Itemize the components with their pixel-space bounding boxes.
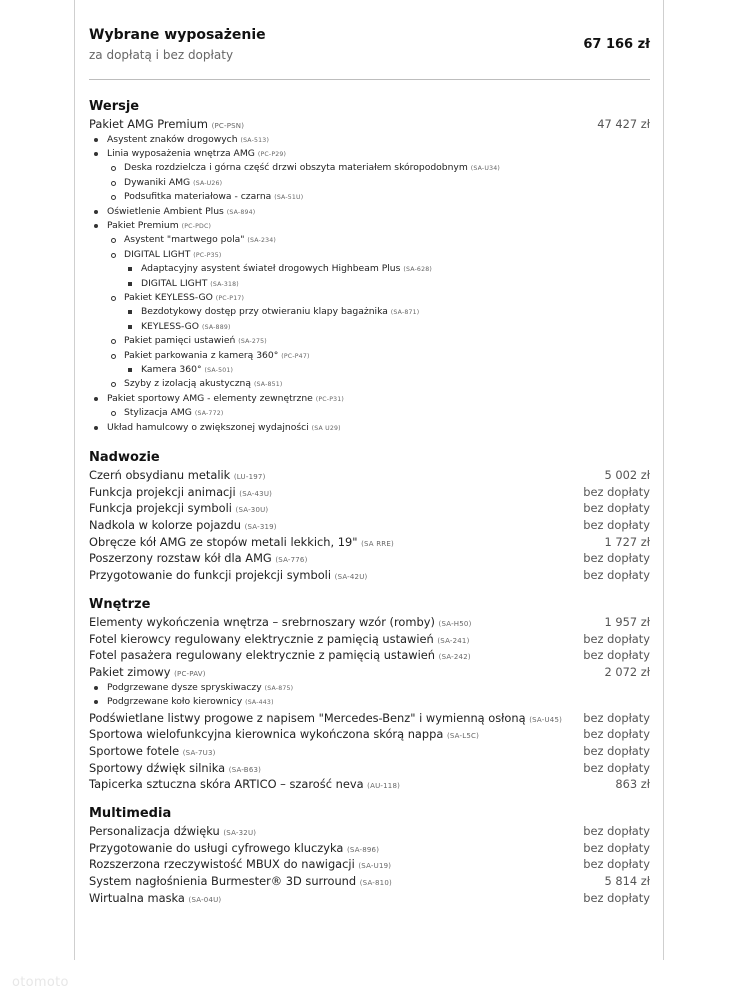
sub-item-name: Deska rozdzielcza i górna część drzwi obszyta materiałem skóropodobnym bbox=[124, 162, 468, 174]
circle-bullet-icon bbox=[111, 411, 116, 416]
header-divider bbox=[89, 79, 650, 80]
item-code: (SA-30U) bbox=[235, 506, 269, 515]
equipment-row bbox=[89, 743, 650, 760]
watermark-logo: otomoto bbox=[12, 975, 69, 990]
sub-item bbox=[89, 406, 650, 420]
sub-item-code: (PC-P35) bbox=[193, 251, 222, 259]
item-code: (AU-118) bbox=[367, 782, 401, 791]
item-name: Funkcja projekcji animacji bbox=[89, 484, 236, 499]
sub-item bbox=[89, 147, 650, 161]
sub-item bbox=[89, 248, 650, 262]
circle-bullet-icon bbox=[111, 296, 116, 301]
wnetrze-list-continued bbox=[89, 710, 650, 793]
circle-bullet-icon bbox=[111, 181, 116, 186]
sub-item-code: (SA-501) bbox=[204, 366, 234, 374]
sub-item-name: Podsufitka materiałowa - czarna bbox=[124, 191, 272, 203]
equipment-row bbox=[89, 614, 650, 631]
item-code: (SA-896) bbox=[346, 845, 380, 854]
sub-item-name: Pakiet parkowania z kamerą 360° bbox=[124, 349, 279, 361]
sub-item-name: Asystent znaków drogowych bbox=[107, 133, 238, 145]
item-name: Pakiet zimowy bbox=[89, 665, 171, 680]
footer-strip bbox=[0, 964, 738, 999]
sub-item-name: Asystent "martwego pola" bbox=[124, 234, 245, 246]
item-code: (SA-32U) bbox=[223, 829, 257, 837]
dot-bullet-icon bbox=[94, 210, 98, 214]
dot-bullet-icon bbox=[94, 224, 98, 228]
circle-bullet-icon bbox=[111, 195, 116, 200]
item-code: (SA-U19) bbox=[358, 862, 392, 871]
sub-item-code: (PC-P31) bbox=[315, 395, 345, 403]
section-title: Multimedia bbox=[89, 806, 172, 821]
sub-item-name: Szyby z izolacją akustyczną bbox=[124, 378, 252, 390]
equipment-row bbox=[89, 873, 650, 890]
equipment-row bbox=[89, 647, 650, 664]
equipment-row bbox=[89, 534, 650, 551]
sub-item-code: (PC-P17) bbox=[215, 294, 245, 302]
section-title: Wnętrze bbox=[89, 597, 151, 612]
item-code: (LU-197) bbox=[233, 473, 266, 481]
item-price: 5 002 zł bbox=[604, 468, 650, 482]
dot-bullet-icon bbox=[94, 686, 98, 690]
dot-bullet-icon bbox=[94, 152, 98, 156]
package-row bbox=[89, 116, 650, 133]
item-name: Wirtualna maska bbox=[89, 890, 185, 905]
circle-bullet-icon bbox=[111, 339, 116, 344]
sub-item-name: Adaptacyjny asystent świateł drogowych Highbeam Plus bbox=[141, 263, 401, 275]
equipment-row bbox=[89, 500, 650, 517]
sub-item-code: (PC-PDC) bbox=[181, 223, 212, 231]
item-code: (SA-43U) bbox=[239, 489, 273, 498]
sub-item-name: Podgrzewane koło kierownicy bbox=[107, 696, 243, 708]
item-price: bez dopłaty bbox=[583, 727, 650, 742]
equipment-row bbox=[89, 517, 650, 534]
dot-bullet-icon bbox=[94, 138, 98, 142]
sub-item-code: (SA-851) bbox=[253, 381, 283, 389]
multimedia-list bbox=[89, 823, 650, 906]
total-price: 67 166 zł bbox=[583, 37, 650, 52]
sub-item-code: (SA-875) bbox=[264, 684, 294, 692]
page-border-right bbox=[663, 0, 664, 960]
sub-item bbox=[89, 219, 650, 233]
sub-item bbox=[89, 277, 650, 291]
item-code: (SA-04U) bbox=[188, 895, 222, 904]
item-code: (SA-241) bbox=[437, 636, 470, 645]
sub-item-code: (SA-U26) bbox=[193, 179, 223, 187]
item-price: bez dopłaty bbox=[583, 518, 650, 533]
item-name: Fotel kierowcy regulowany elektrycznie z pamięcią ustawień bbox=[89, 631, 434, 646]
item-name: Podświetlane listwy progowe z napisem "Mercedes-Benz" i wymienną osłoną bbox=[89, 710, 526, 725]
item-price: 863 zł bbox=[615, 777, 650, 792]
sub-item-code: (PC-P29) bbox=[257, 151, 287, 159]
circle-bullet-icon bbox=[111, 253, 116, 258]
item-price: bez dopłaty bbox=[583, 484, 650, 499]
equipment-row bbox=[89, 631, 650, 648]
equipment-row bbox=[89, 890, 650, 907]
sub-item-code: (SA-772) bbox=[194, 410, 224, 418]
equipment-row bbox=[89, 776, 650, 793]
sub-item bbox=[89, 305, 650, 319]
item-price: bez dopłaty bbox=[583, 840, 650, 855]
item-code: (SA-L5C) bbox=[446, 732, 480, 741]
section-title: Wersje bbox=[89, 99, 140, 114]
section-multimedia bbox=[89, 805, 650, 906]
item-name: Sportowe fotele bbox=[89, 743, 180, 758]
sub-item-code: (PC-P47) bbox=[281, 352, 310, 360]
square-bullet-icon bbox=[128, 310, 132, 314]
circle-bullet-icon bbox=[111, 382, 116, 387]
item-price: 1 727 zł bbox=[604, 534, 650, 549]
square-bullet-icon bbox=[128, 325, 132, 329]
section-wersje bbox=[89, 98, 650, 435]
equipment-row bbox=[89, 550, 650, 567]
sub-item bbox=[89, 133, 650, 147]
sub-item bbox=[89, 262, 650, 276]
item-name: Tapicerka sztuczna skóra ARTICO – szarość neva bbox=[89, 777, 364, 792]
sub-item-code: (SA U29) bbox=[311, 424, 341, 432]
item-code: (SA-B63) bbox=[228, 765, 262, 774]
sub-item-name: Linia wyposażenia wnętrza AMG bbox=[107, 148, 255, 160]
sub-item bbox=[89, 377, 650, 391]
item-name: Funkcja projekcji symboli bbox=[89, 501, 232, 516]
item-price: bez dopłaty bbox=[583, 501, 650, 516]
sub-item-name: Kamera 360° bbox=[141, 363, 202, 375]
winter-package-contents bbox=[89, 681, 650, 710]
item-name: Poszerzony rozstaw kół dla AMG bbox=[89, 551, 272, 566]
item-price: bez dopłaty bbox=[583, 760, 650, 775]
sub-item-code: (SA-51U) bbox=[274, 194, 304, 202]
sub-item-code: (SA-318) bbox=[210, 280, 239, 288]
item-price: bez dopłaty bbox=[583, 551, 650, 566]
sub-item-name: DIGITAL LIGHT bbox=[141, 277, 208, 289]
sub-item bbox=[89, 233, 650, 247]
item-code: (SA-H50) bbox=[438, 620, 472, 628]
sub-item-code: (SA-628) bbox=[403, 266, 432, 274]
sub-item-name: Dywaniki AMG bbox=[124, 176, 191, 188]
equipment-row bbox=[89, 823, 650, 840]
sub-item bbox=[89, 695, 650, 709]
item-name: Przygotowanie do usługi cyfrowego kluczyka bbox=[89, 840, 344, 855]
item-price: 1 957 zł bbox=[604, 615, 650, 629]
page-subtitle: za dopłatą i bez dopłaty bbox=[89, 48, 234, 62]
page-title: Wybrane wyposażenie bbox=[89, 27, 266, 43]
square-bullet-icon bbox=[128, 267, 132, 271]
item-price: bez dopłaty bbox=[583, 648, 650, 663]
sub-item-name: Pakiet KEYLESS-GO bbox=[124, 291, 213, 303]
item-price: 2 072 zł bbox=[604, 665, 650, 680]
sub-item bbox=[89, 392, 650, 406]
section-nadwozie bbox=[89, 449, 650, 584]
sub-item bbox=[89, 161, 650, 175]
dot-bullet-icon bbox=[94, 397, 98, 401]
sub-item-name: Oświetlenie Ambient Plus bbox=[107, 205, 224, 217]
item-price: bez dopłaty bbox=[583, 631, 650, 646]
circle-bullet-icon bbox=[111, 354, 116, 359]
item-code: (SA RRE) bbox=[361, 539, 394, 548]
circle-bullet-icon bbox=[111, 166, 116, 171]
page-border-left bbox=[74, 0, 75, 960]
package-contents-list bbox=[89, 133, 650, 435]
sub-item-code: (SA-443) bbox=[245, 699, 274, 707]
item-code: (PC-PAV) bbox=[174, 670, 206, 679]
item-code: (SA-319) bbox=[244, 523, 277, 532]
sub-item-code: (SA-234) bbox=[247, 237, 277, 245]
sub-item-name: DIGITAL LIGHT bbox=[124, 248, 191, 260]
sub-item-name: KEYLESS-GO bbox=[141, 320, 200, 332]
item-name: Czerń obsydianu metalik bbox=[89, 468, 231, 482]
sub-item-name: Bezdotykowy dostęp przy otwieraniu klapy bagażnika bbox=[141, 306, 388, 318]
item-name: Przygotowanie do funkcji projekcji symboli bbox=[89, 568, 332, 583]
sub-item bbox=[89, 421, 650, 435]
equipment-row bbox=[89, 664, 650, 681]
sub-item bbox=[89, 320, 650, 334]
item-price: 5 814 zł bbox=[604, 874, 650, 889]
sub-item-name: Układ hamulcowy o zwiększonej wydajności bbox=[107, 421, 309, 433]
item-code: (PC-PSN) bbox=[211, 122, 245, 130]
sub-item bbox=[89, 334, 650, 348]
equipment-row bbox=[89, 840, 650, 857]
sub-item-name: Pakiet sportowy AMG - elementy zewnętrzne bbox=[107, 392, 313, 404]
dot-bullet-icon bbox=[94, 426, 98, 430]
sub-item-code: (SA-U34) bbox=[470, 165, 500, 173]
item-price: 47 427 zł bbox=[597, 117, 650, 131]
item-price: bez dopłaty bbox=[583, 710, 650, 725]
nadwozie-list bbox=[89, 467, 650, 584]
equipment-row bbox=[89, 710, 650, 727]
item-name: Rozszerzona rzeczywistość MBUX do nawigacji bbox=[89, 857, 355, 872]
sub-item-code: (SA-513) bbox=[240, 136, 270, 144]
sub-item bbox=[89, 291, 650, 305]
item-name: Personalizacja dźwięku bbox=[89, 824, 220, 838]
sub-item bbox=[89, 176, 650, 190]
sub-item bbox=[89, 190, 650, 204]
item-price: bez dopłaty bbox=[583, 857, 650, 872]
sub-item-name: Podgrzewane dysze spryskiwaczy bbox=[107, 681, 262, 693]
item-price: bez dopłaty bbox=[583, 743, 650, 758]
wnetrze-list bbox=[89, 614, 650, 681]
item-name: Fotel pasażera regulowany elektrycznie z pamięcią ustawień bbox=[89, 648, 436, 663]
equipment-row bbox=[89, 567, 650, 584]
square-bullet-icon bbox=[128, 282, 132, 286]
equipment-row bbox=[89, 467, 650, 484]
item-code: (SA-7U3) bbox=[182, 748, 216, 757]
square-bullet-icon bbox=[128, 368, 132, 372]
sub-item-code: (SA-889) bbox=[201, 323, 231, 331]
sub-item-name: Stylizacja AMG bbox=[124, 407, 192, 419]
item-name: Sportowy dźwięk silnika bbox=[89, 760, 226, 775]
item-name: System nagłośnienia Burmester® 3D surround bbox=[89, 874, 357, 889]
sub-item-code: (SA-894) bbox=[226, 208, 256, 216]
equipment-row bbox=[89, 856, 650, 873]
sub-item bbox=[89, 205, 650, 219]
item-code: (SA-42U) bbox=[334, 573, 368, 582]
item-name: Sportowa wielofunkcyjna kierownica wykończona skórą nappa bbox=[89, 727, 444, 742]
sub-item bbox=[89, 363, 650, 377]
equipment-row bbox=[89, 484, 650, 501]
item-price: bez dopłaty bbox=[583, 824, 650, 838]
item-name: Nadkola w kolorze pojazdu bbox=[89, 518, 241, 533]
sub-item-code: (SA-275) bbox=[238, 338, 267, 346]
item-price: bez dopłaty bbox=[583, 568, 650, 583]
equipment-row bbox=[89, 726, 650, 743]
section-title: Nadwozie bbox=[89, 450, 160, 465]
sub-item-code: (SA-871) bbox=[390, 309, 420, 317]
item-code: (SA-810) bbox=[359, 879, 392, 888]
sub-item-name: Pakiet Premium bbox=[107, 220, 179, 232]
equipment-row bbox=[89, 760, 650, 777]
item-name: Elementy wykończenia wnętrza – srebrnoszary wzór (romby) bbox=[89, 615, 435, 629]
item-code: (SA-U45) bbox=[529, 715, 563, 724]
sub-item-name: Pakiet pamięci ustawień bbox=[124, 335, 236, 347]
section-wnetrze bbox=[89, 596, 650, 793]
sub-item bbox=[89, 681, 650, 695]
item-name: Pakiet AMG Premium bbox=[89, 117, 208, 131]
dot-bullet-icon bbox=[94, 700, 98, 704]
sub-item bbox=[89, 349, 650, 363]
item-name: Obręcze kół AMG ze stopów metali lekkich, 19" bbox=[89, 534, 358, 549]
circle-bullet-icon bbox=[111, 238, 116, 243]
item-code: (SA-242) bbox=[438, 653, 471, 662]
item-price: bez dopłaty bbox=[583, 890, 650, 905]
item-code: (SA-776) bbox=[275, 556, 308, 565]
